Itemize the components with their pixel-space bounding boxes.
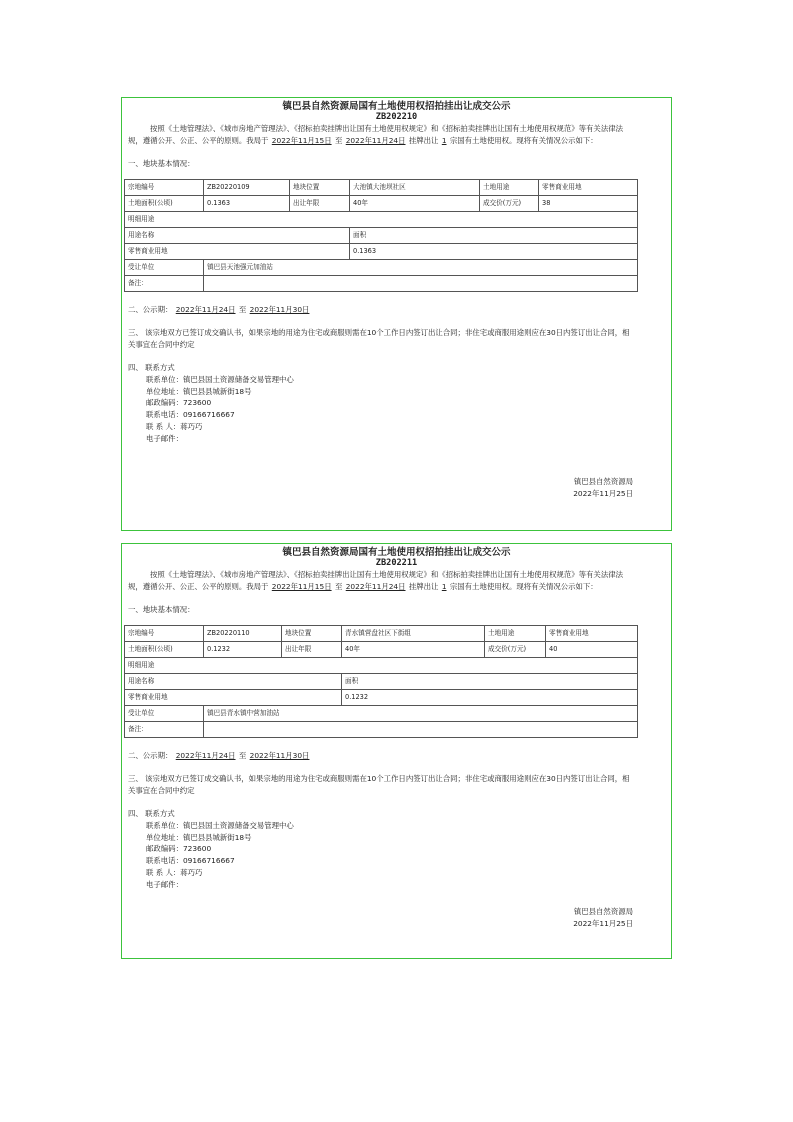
table-cell: 成交价(万元) <box>480 195 539 211</box>
table-row <box>125 705 638 721</box>
parcel-location: 青水镇营盘社区下街组 <box>342 625 485 641</box>
transaction-notice <box>121 97 672 531</box>
signer: 镇巴县自然资源局 <box>573 907 633 916</box>
signature-block <box>573 906 633 930</box>
notice-intro: 按照《土地管理法》、《城市房地产管理法》、《招标拍卖挂牌出让国有土地使用权规定》和《招标拍卖挂牌出让国有土地使用权规范》等有关法律法规，遵循公开、公正、公平的原则。我局于 2022年11月15日 至 2022年11月24日 挂牌出让 1 宗国有土地使用权。现将有关情况公示如下： <box>128 124 623 146</box>
publicity-period: 二、公示期： 2022年11月24日 至 2022年11月30日 <box>128 750 310 760</box>
table-cell: 受让单位 <box>125 705 204 721</box>
land-area: 0.1363 <box>204 195 290 211</box>
parcel-count: 1 <box>441 136 447 146</box>
table-cell: 备注： <box>125 275 204 291</box>
table-row <box>125 689 638 705</box>
detail-use: 零售商业用地 <box>125 689 342 705</box>
table-row <box>125 657 638 673</box>
notice-title: 镇巴县自然资源局国有土地使用权招拍挂出让成交公示 <box>282 101 511 112</box>
contact-heading: 四、 联系方式 <box>128 808 175 818</box>
table-row <box>125 243 638 259</box>
table-row <box>125 227 638 243</box>
table-cell: 出让年限 <box>290 195 350 211</box>
table-row <box>125 625 638 641</box>
publicity-start: 2022年11月24日 <box>175 750 236 760</box>
publicity-period: 二、公示期： 2022年11月24日 至 2022年11月30日 <box>128 304 310 314</box>
parcel-number: ZB20220110 <box>204 625 282 641</box>
land-area: 0.1232 <box>204 641 282 657</box>
table-cell: 地块位置 <box>290 179 350 195</box>
table-row <box>125 673 638 689</box>
contact-postcode: 邮政编码：723600 <box>146 844 212 854</box>
publicity-end: 2022年11月30日 <box>249 750 310 760</box>
detail-area: 0.1363 <box>350 243 638 259</box>
signature-block <box>573 476 633 500</box>
lease-term: 40年 <box>350 195 480 211</box>
table-cell: 宗地编号 <box>125 179 204 195</box>
contact-person: 联 系 人：蒋巧巧 <box>146 868 203 877</box>
contact-address: 单位地址：镇巴县县城新街18号 <box>146 386 252 396</box>
table-cell: 用途名称 <box>125 673 342 689</box>
table-cell: 土地用途 <box>485 625 546 641</box>
listing-end-date: 2022年11月24日 <box>345 582 406 592</box>
contact-unit: 联系单位：镇巴县国土资源储备交易管理中心 <box>146 820 294 830</box>
land-use: 零售商业用地 <box>539 179 638 195</box>
notice-code: ZB202210 <box>375 112 418 122</box>
table-cell: 面积 <box>342 673 638 689</box>
table-row <box>125 641 638 657</box>
table-cell: 土地面积(公顷) <box>125 641 204 657</box>
table-cell: 备注： <box>125 721 204 737</box>
parcel-location: 大池镇大池坝社区 <box>350 179 480 195</box>
table-row <box>125 259 638 275</box>
detail-use: 零售商业用地 <box>125 243 350 259</box>
remark <box>204 275 638 291</box>
table-cell: 成交价(万元) <box>485 641 546 657</box>
transaction-price: 38 <box>539 195 638 211</box>
table-row <box>125 211 638 227</box>
contact-list <box>146 374 671 445</box>
contact-list <box>146 820 671 891</box>
parcel-number: ZB20220109 <box>204 179 290 195</box>
lease-term: 40年 <box>342 641 485 657</box>
table-row <box>125 275 638 291</box>
table-cell: 出让年限 <box>282 641 342 657</box>
section-heading-parcel: 一、地块基本情况： <box>128 158 195 168</box>
contact-phone: 联系电话：09166716667 <box>146 410 235 420</box>
table-cell: 明细用途 <box>125 211 638 227</box>
parcel-table <box>124 625 638 738</box>
remark <box>204 721 638 737</box>
parcel-table <box>124 179 638 292</box>
notice-intro: 按照《土地管理法》、《城市房地产管理法》、《招标拍卖挂牌出让国有土地使用权规定》和《招标拍卖挂牌出让国有土地使用权规范》等有关法律法规，遵循公开、公正、公平的原则。我局于 2022年11月15日 至 2022年11月24日 挂牌出让 1 宗国有土地使用权。现将有关情况公示如下： <box>128 570 623 592</box>
table-cell: 土地面积(公顷) <box>125 195 204 211</box>
table-cell: 面积 <box>350 227 638 243</box>
listing-start-date: 2022年11月15日 <box>271 582 332 592</box>
contact-email: 电子邮件： <box>146 433 183 443</box>
table-cell: 受让单位 <box>125 259 204 275</box>
table-row <box>125 721 638 737</box>
publicity-start: 2022年11月24日 <box>175 304 236 314</box>
table-cell: 用途名称 <box>125 227 350 243</box>
land-use: 零售商业用地 <box>546 625 638 641</box>
contact-person: 联 系 人：蒋巧巧 <box>146 422 203 431</box>
contract-clause: 三、 该宗地双方已签订成交确认书，如果宗地的用途为住宅或商服则需在10个工作日内签订出让合同；非住宅或商服用途则应在30日内签订出让合同，相关事宜在合同中约定 <box>128 327 630 349</box>
table-cell: 地块位置 <box>282 625 342 641</box>
contact-address: 单位地址：镇巴县县城新街18号 <box>146 832 252 842</box>
table-row <box>125 179 638 195</box>
table-cell: 宗地编号 <box>125 625 204 641</box>
contract-clause: 三、 该宗地双方已签订成交确认书，如果宗地的用途为住宅或商服则需在10个工作日内签订出让合同；非住宅或商服用途则应在30日内签订出让合同，相关事宜在合同中约定 <box>128 773 630 795</box>
listing-end-date: 2022年11月24日 <box>345 136 406 146</box>
transaction-notice <box>121 543 672 959</box>
contact-unit: 联系单位：镇巴县国土资源储备交易管理中心 <box>146 374 294 384</box>
transaction-price: 40 <box>546 641 638 657</box>
sign-date: 2022年11月25日 <box>573 489 633 498</box>
section-heading-parcel: 一、地块基本情况： <box>128 604 195 614</box>
sign-date: 2022年11月25日 <box>573 919 633 928</box>
parcel-count: 1 <box>441 582 447 592</box>
table-cell: 土地用途 <box>480 179 539 195</box>
notice-code: ZB202211 <box>375 558 418 568</box>
contact-email: 电子邮件： <box>146 879 183 889</box>
contact-phone: 联系电话：09166716667 <box>146 856 235 866</box>
grantee: 镇巴县青水镇中营加油站 <box>204 705 638 721</box>
detail-area: 0.1232 <box>342 689 638 705</box>
listing-start-date: 2022年11月15日 <box>271 136 332 146</box>
notice-title: 镇巴县自然资源局国有土地使用权招拍挂出让成交公示 <box>282 547 511 558</box>
grantee: 镇巴县天池强元加油站 <box>204 259 638 275</box>
publicity-end: 2022年11月30日 <box>249 304 310 314</box>
contact-postcode: 邮政编码：723600 <box>146 398 212 408</box>
table-cell: 明细用途 <box>125 657 638 673</box>
contact-heading: 四、 联系方式 <box>128 362 175 372</box>
table-row <box>125 195 638 211</box>
signer: 镇巴县自然资源局 <box>573 477 633 486</box>
